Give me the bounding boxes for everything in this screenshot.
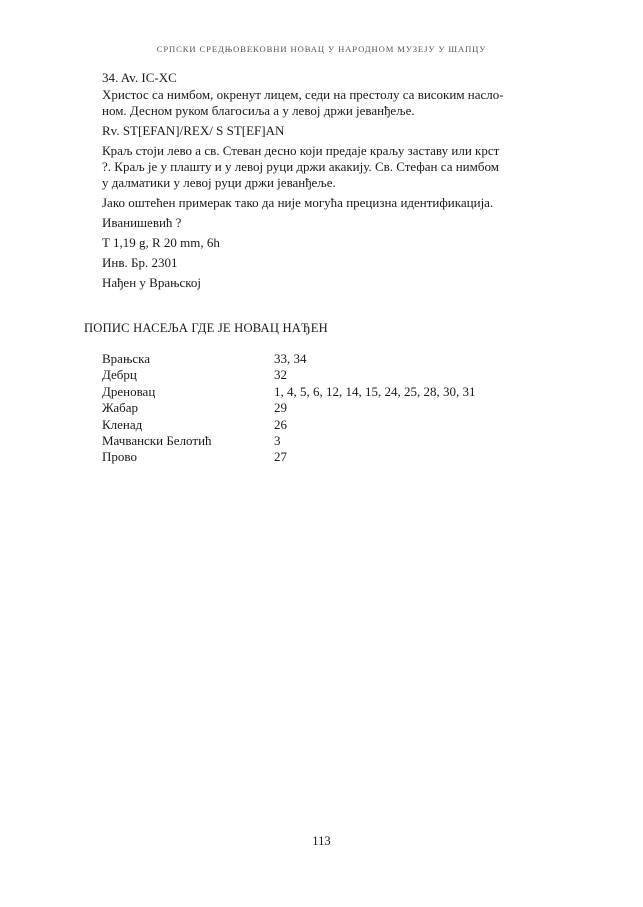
table-row — [102, 417, 476, 433]
reverse-description — [102, 143, 554, 191]
obverse-description-line-2: ном. Десном руком благосиља а у левој држи јеванђеље. — [102, 103, 415, 118]
table-row — [102, 433, 476, 449]
places-table — [102, 351, 476, 466]
obverse-description-line-1: Христос са нимбом, окренут лицем, седи на престолу са високим насло- — [102, 87, 504, 102]
reverse-description-line-3: у далматики у левој руци држи јеванђеље. — [102, 175, 336, 190]
place-name: Врањска — [102, 351, 151, 366]
running-head: СРПСКИ СРЕДЊОВЕКОВНИ НОВАЦ У НАРОДНОМ МУЗЕЈУ У ШАПЦУ — [156, 44, 487, 54]
table-row — [102, 400, 476, 416]
catalogue-numbers: 3 — [274, 432, 281, 448]
catalogue-entry — [102, 70, 554, 295]
catalogue-numbers: 33, 34 — [274, 351, 307, 366]
catalogue-numbers: 29 — [274, 400, 287, 416]
measurements: T 1,19 g, R 20 mm, 6h — [102, 235, 220, 250]
catalogue-numbers: 27 — [274, 449, 287, 465]
place-name: Мачвански Белотић — [102, 432, 212, 448]
table-row — [102, 449, 476, 465]
reverse-description-line-2: ?. Краљ је у плашту и у левој руци држи акакију. Св. Стефан са нимбом — [102, 159, 499, 174]
table-row — [102, 367, 476, 383]
place-name: Дебрц — [102, 367, 137, 383]
reverse-legend: Rv. ST[EFAN]/REX/ S ST[EF]AN — [102, 123, 285, 138]
entry-heading: 34. Av. IC-XC — [102, 70, 177, 85]
reference: Иванишевић ? — [102, 215, 182, 230]
obverse-description — [102, 87, 554, 119]
inventory-number: Инв. Бр. 2301 — [102, 255, 178, 270]
catalogue-numbers: 1, 4, 5, 6, 12, 14, 15, 24, 25, 28, 30, 31 — [274, 383, 476, 399]
places-section-title: ПОПИС НАСЕЉА ГДЕ ЈЕ НОВАЦ НАЂЕН — [84, 321, 328, 335]
condition-note: Јако оштећен примерак тако да није могућа прецизна идентификација. — [102, 195, 494, 210]
place-name: Жабар — [102, 400, 138, 416]
table-row — [102, 351, 476, 367]
place-name: Дреновац — [102, 383, 156, 399]
catalogue-numbers: 32 — [274, 367, 287, 383]
catalogue-numbers: 26 — [274, 416, 287, 432]
findspot: Нађен у Врањској — [102, 275, 202, 290]
page-number: 113 — [312, 834, 331, 848]
place-name: Прово — [102, 449, 137, 465]
place-name: Кленад — [102, 416, 143, 432]
table-row — [102, 384, 476, 400]
reverse-description-line-1: Краљ стоји лево а св. Стеван десно који предаје краљу заставу или крст — [102, 143, 500, 158]
